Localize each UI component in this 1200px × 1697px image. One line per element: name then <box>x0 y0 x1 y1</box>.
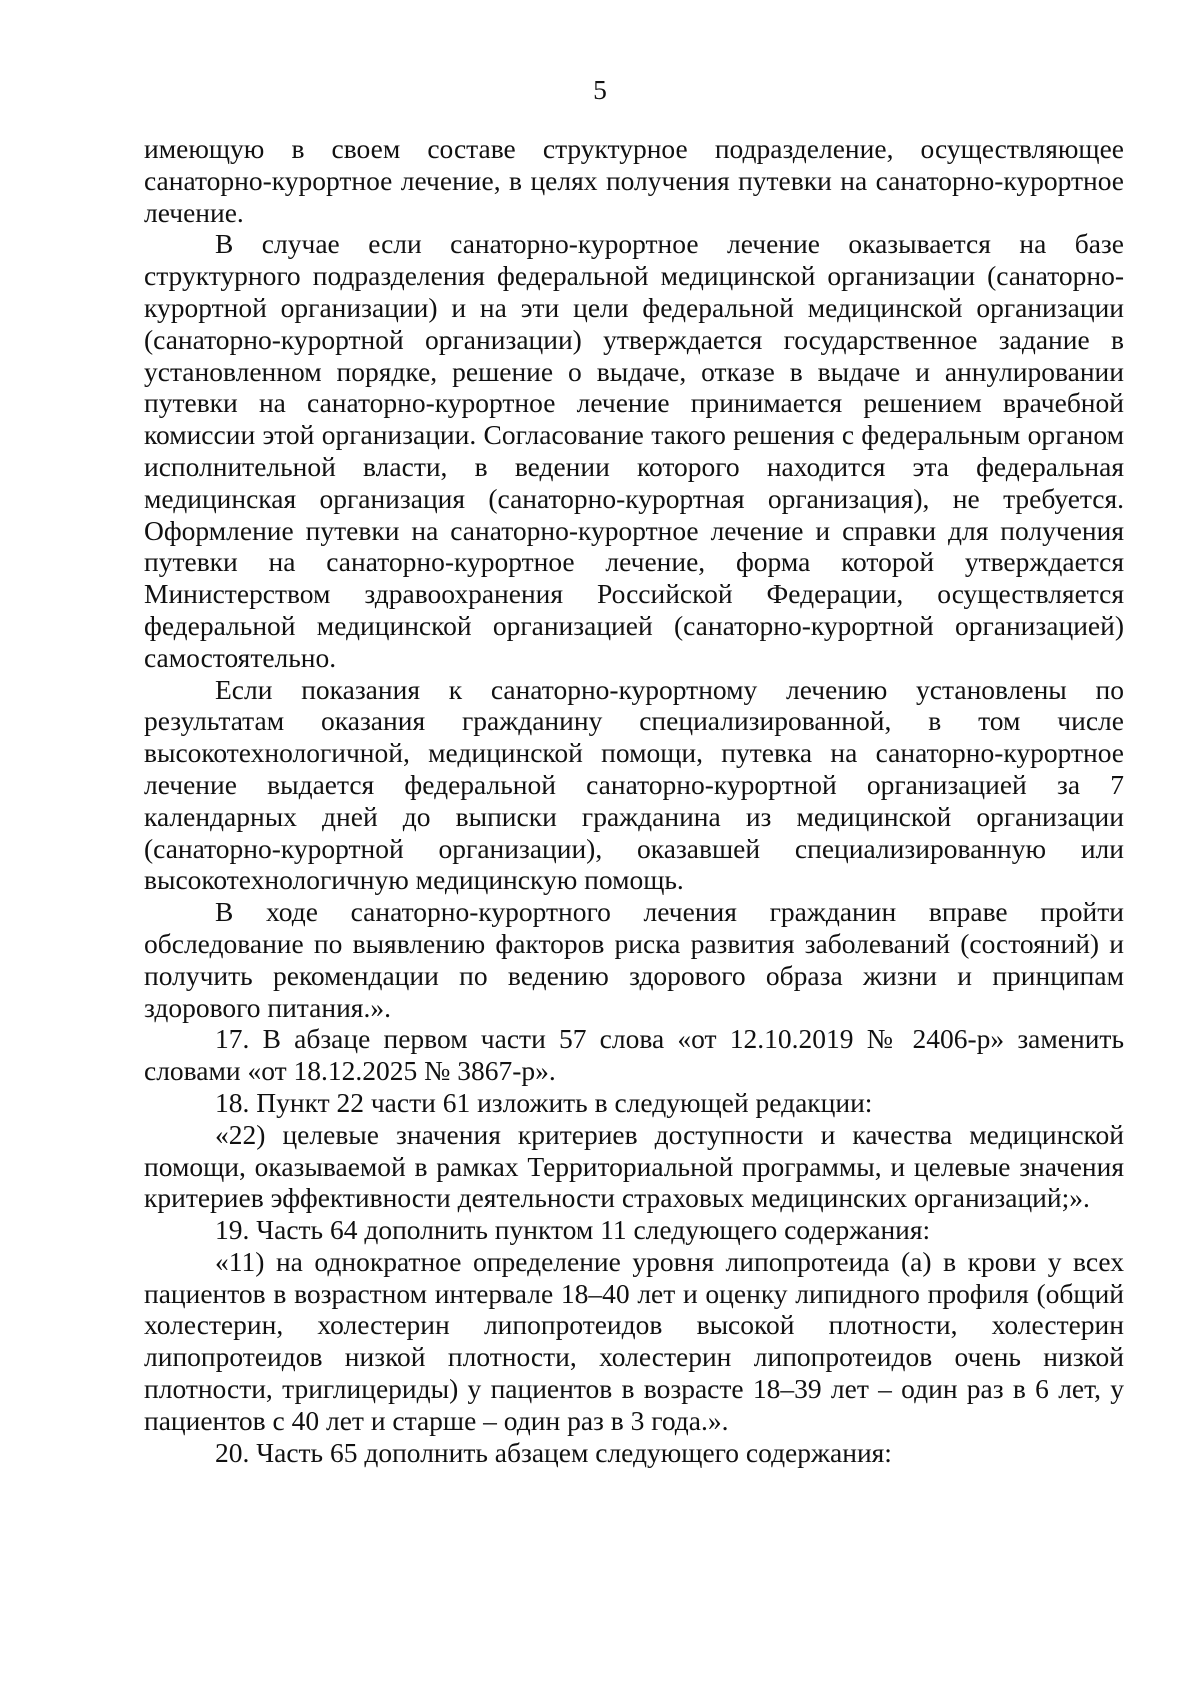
paragraph-item-17: 17. В абзаце первом части 57 слова «от 12.10.2019 № 2406-р» заменить словами «от 18.12.2025 № 3867-р». <box>144 1023 1124 1087</box>
paragraph-item-19-text: «11) на однократное определение уровня липопротеида (а) в крови у всех пациентов в возрастном интервале 18–40 лет и оценку липидного профиля (общий холестерин, холестерин липопротеидов высокой плотности, холестерин липопротеидов низкой плотности, холестерин липопротеидов очень низкой плотности, триглицериды) у пациентов в возрасте 18–39 лет – один раз в 6 лет, у пациентов с 40 лет и старше – один раз в 3 года.». <box>144 1245 1124 1436</box>
paragraph-item-18-text: «22) целевые значения критериев доступности и качества медицинской помощи, оказываемой в рамках Территориальной программы, и целевые значения критериев эффективности деятельности страховых медицинских организаций;». <box>144 1118 1124 1214</box>
paragraph-indications-after-treatment: Если показания к санаторно-курортному лечению установлены по результатам оказания гражданину специализированной, в том числе высокотехнологичной, медицинской помощи, путевка на санаторно-курортное лечение выдается федеральной санаторно-курортной организацией за 7 календарных дней до выписки гражданина из медицинской организации (санаторно-курортной организации), оказавшей специализированную или высокотехнологичную медицинскую помощь. <box>144 673 1124 896</box>
page-number: 5 <box>593 74 607 105</box>
paragraph-sanatorium-structural-unit: В случае если санаторно-курортное лечение оказывается на базе структурного подразделения федеральной медицинской организации (санаторно-курортной организации) и на эти цели федеральной медицинской организации (санаторно-курортной организации) утверждается государственное задание в установленном порядке, решение о выдаче, отказе в выдаче и аннулировании путевки на санаторно-курортное лечение принимается решением врачебной комиссии этой организации. Согласование такого решения с федеральным органом исполнительной власти, в ведении которого находится эта федеральная медицинская организация (санаторно-курортная организация), не требуется. Оформление путевки на санаторно-курортное лечение и справки для получения путевки на санаторно-курортное лечение, форма которой утверждается Министерством здравоохранения Российской Федерации, осуществляется федеральной медицинской организацией (санаторно-курортной организацией) самостоятельно. <box>144 228 1124 673</box>
paragraph-item-18: 18. Пункт 22 части 61 изложить в следующей редакции: <box>215 1086 873 1118</box>
paragraph-item-20: 20. Часть 65 дополнить абзацем следующего содержания: <box>215 1436 892 1468</box>
paragraph-continuation: имеющую в своем составе структурное подразделение, осуществляющее санаторно-курортное лечение, в целях получения путевки на санаторно-курортное лечение. <box>144 133 1124 228</box>
paragraph-examination-during-treatment: В ходе санаторно-курортного лечения гражданин вправе пройти обследование по выявлению факторов риска развития заболеваний (состояний) и получить рекомендации по ведению здорового образа жизни и принципам здорового питания.». <box>144 896 1124 1023</box>
document-body <box>144 133 1124 1468</box>
paragraph-item-19: 19. Часть 64 дополнить пунктом 11 следующего содержания: <box>215 1214 931 1246</box>
